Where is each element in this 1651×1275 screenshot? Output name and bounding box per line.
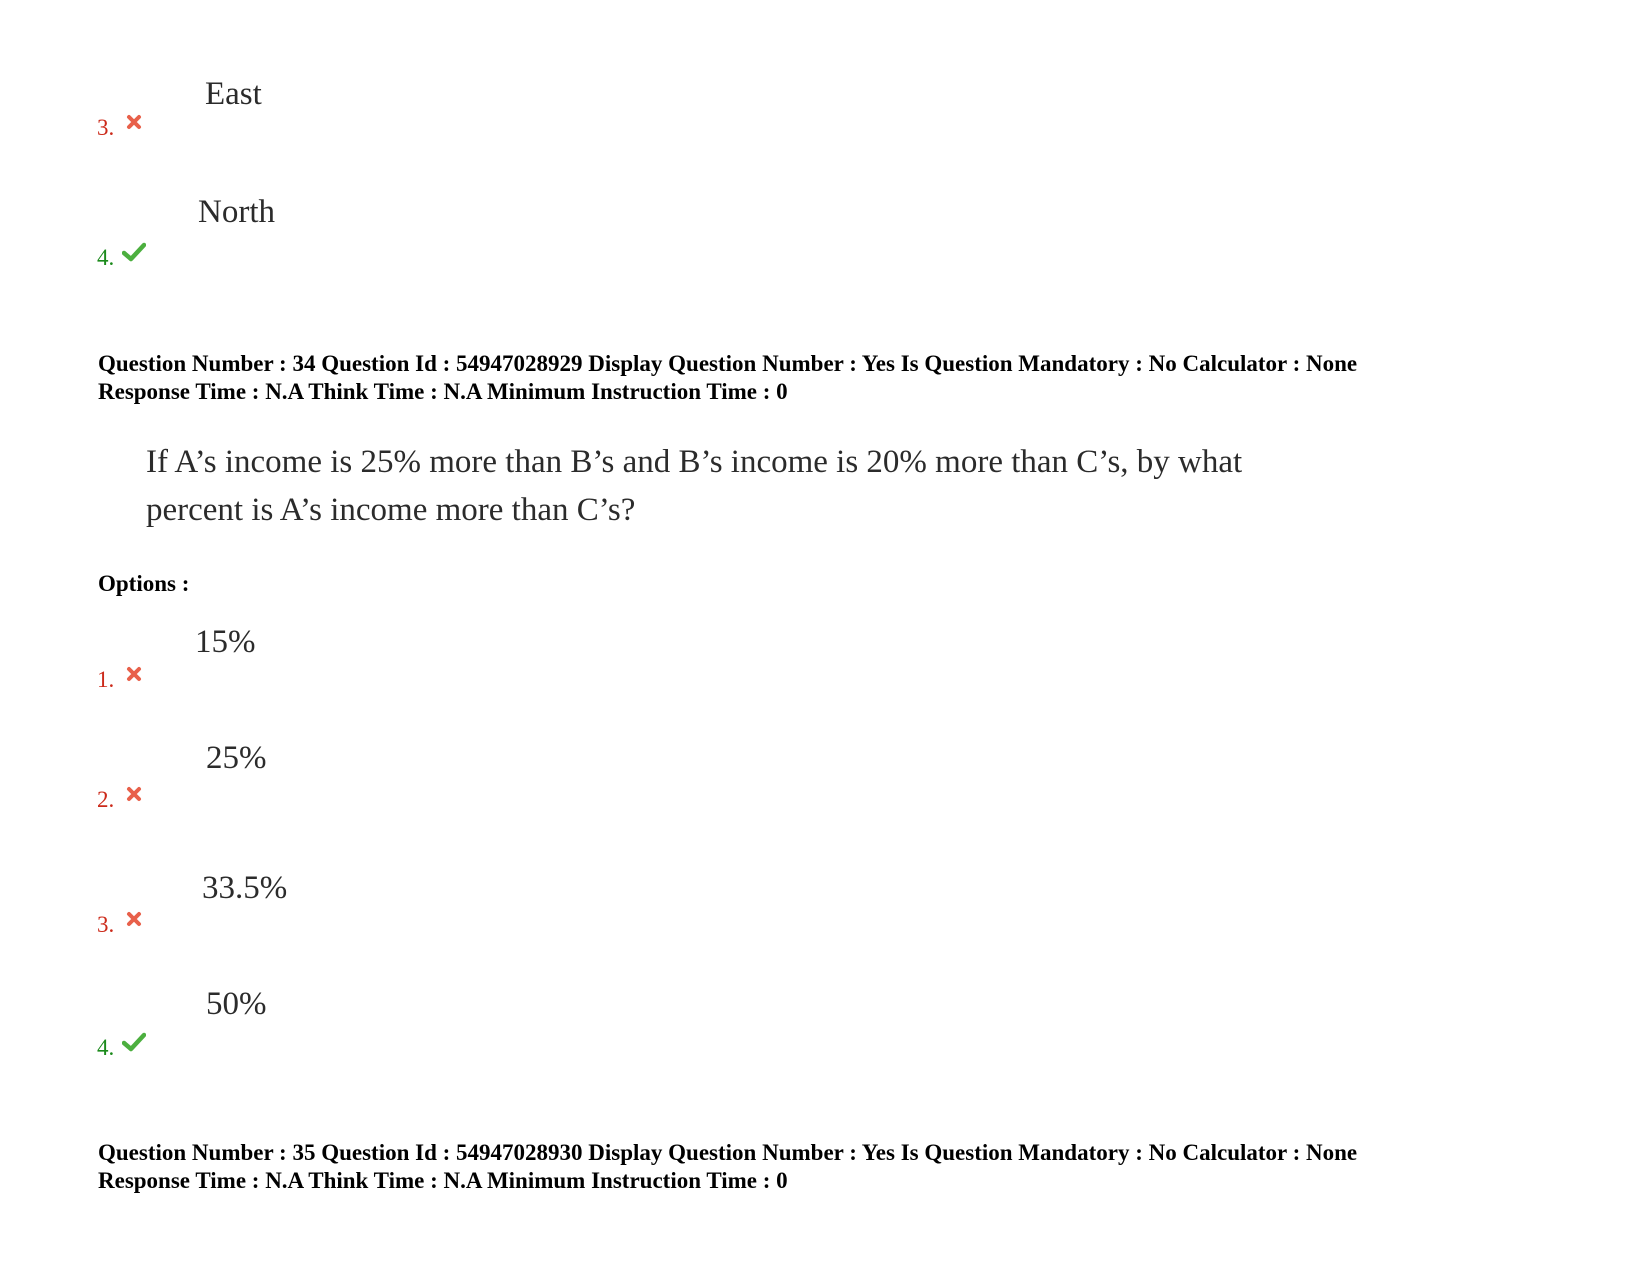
question-text [146,438,1446,534]
option-number: 3. [97,912,115,937]
question-meta-line2: Response Time : N.A Think Time : N.A Minimum Instruction Time : 0 [98,379,788,404]
option-text: East [205,76,262,112]
option-number: 2. [97,787,115,812]
option-text: 25% [206,740,267,776]
cross-mark-icon [126,911,142,927]
option-number: 4. [97,1035,115,1060]
cross-mark-icon [126,786,142,802]
option-text: 15% [195,624,256,660]
question-text-line2: percent is A’s income more than C’s? [146,492,636,528]
option-text: North [198,194,275,230]
option-number: 4. [97,245,115,270]
question-meta-line2: Response Time : N.A Think Time : N.A Minimum Instruction Time : 0 [98,1168,788,1193]
option-text: 50% [206,986,267,1022]
option-text: 33.5% [202,870,288,906]
cross-mark-icon [126,114,142,130]
question-text-line1: If A’s income is 25% more than B’s and B’s income is 20% more than C’s, by what [146,444,1243,480]
option-number: 1. [97,667,115,692]
option-number: 3. [97,115,115,140]
question-meta-line1: Question Number : 35 Question Id : 54947028930 Display Question Number : Yes Is Question Mandatory : No Calculator : None [98,1140,1358,1165]
cross-mark-icon [126,666,142,682]
options-label: Options : [98,571,190,596]
question-meta-line1: Question Number : 34 Question Id : 54947028929 Display Question Number : Yes Is Question Mandatory : No Calculator : None [98,351,1358,376]
check-mark-icon [122,242,146,262]
check-mark-icon [122,1032,146,1052]
